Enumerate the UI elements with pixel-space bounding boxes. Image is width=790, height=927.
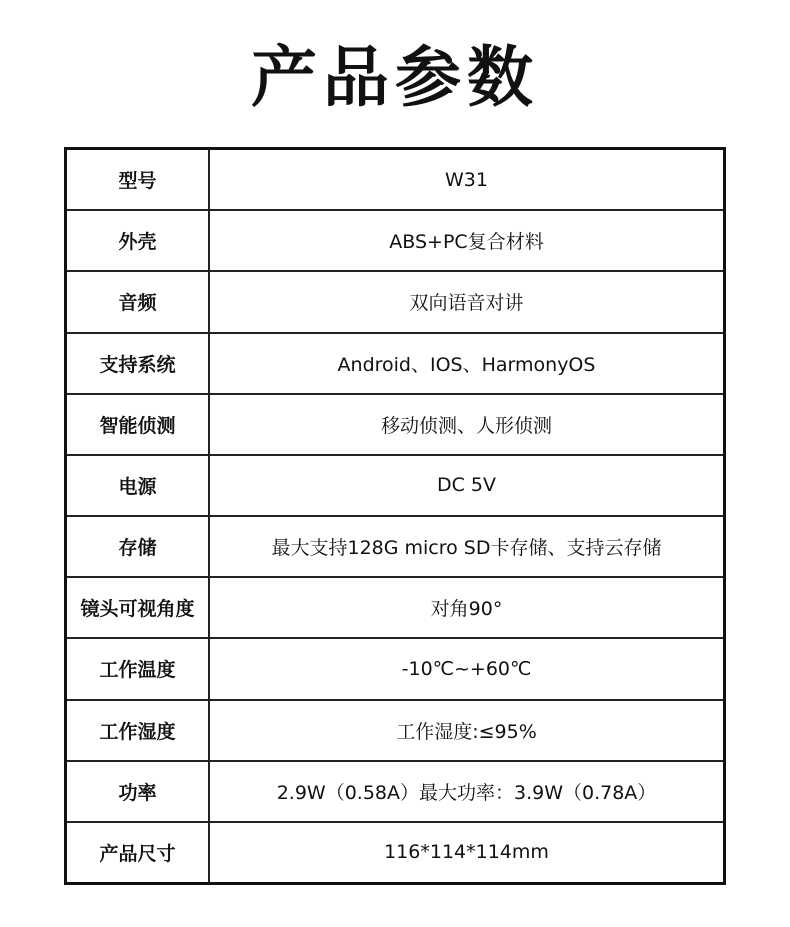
spec-value: 工作湿度:≤95% <box>396 720 537 743</box>
spec-value: DC 5V <box>436 474 497 497</box>
table-row <box>67 639 723 700</box>
spec-value: 对角90° <box>430 598 503 621</box>
spec-label: 外壳 <box>67 211 210 270</box>
spec-label: 工作湿度 <box>67 701 210 760</box>
table-row <box>67 578 723 639</box>
table-row <box>67 272 723 333</box>
spec-value: 双向语音对讲 <box>409 292 524 315</box>
spec-value: Android、IOS、HarmonyOS <box>337 353 596 376</box>
spec-value: -10℃~+60℃ <box>401 657 532 680</box>
table-row <box>67 395 723 456</box>
table-row <box>67 517 723 578</box>
spec-label: 功率 <box>67 762 210 821</box>
table-row <box>67 211 723 272</box>
spec-value: 移动侦测、人形侦测 <box>380 414 552 437</box>
spec-label: 电源 <box>67 456 210 515</box>
spec-label: 型号 <box>67 150 210 209</box>
table-row <box>67 701 723 762</box>
spec-label: 镜头可视角度 <box>67 578 210 637</box>
table-row <box>67 150 723 211</box>
spec-table <box>64 147 726 885</box>
spec-label: 存储 <box>67 517 210 576</box>
page-title: 产品参数 <box>251 39 539 116</box>
spec-value: 最大支持128G micro SD卡存储、支持云存储 <box>271 537 662 560</box>
spec-value: 116*114*114mm <box>384 841 549 864</box>
spec-label: 音频 <box>67 272 210 331</box>
spec-value: 2.9W（0.58A）最大功率：3.9W（0.78A） <box>276 781 657 804</box>
spec-label: 支持系统 <box>67 334 210 393</box>
table-row <box>67 334 723 395</box>
spec-label: 智能侦测 <box>67 395 210 454</box>
table-row <box>67 823 723 882</box>
table-row <box>67 762 723 823</box>
spec-value: ABS+PC复合材料 <box>389 231 544 254</box>
spec-label: 工作温度 <box>67 639 210 698</box>
spec-value: W31 <box>445 168 488 191</box>
table-row <box>67 456 723 517</box>
spec-label: 产品尺寸 <box>67 823 210 882</box>
